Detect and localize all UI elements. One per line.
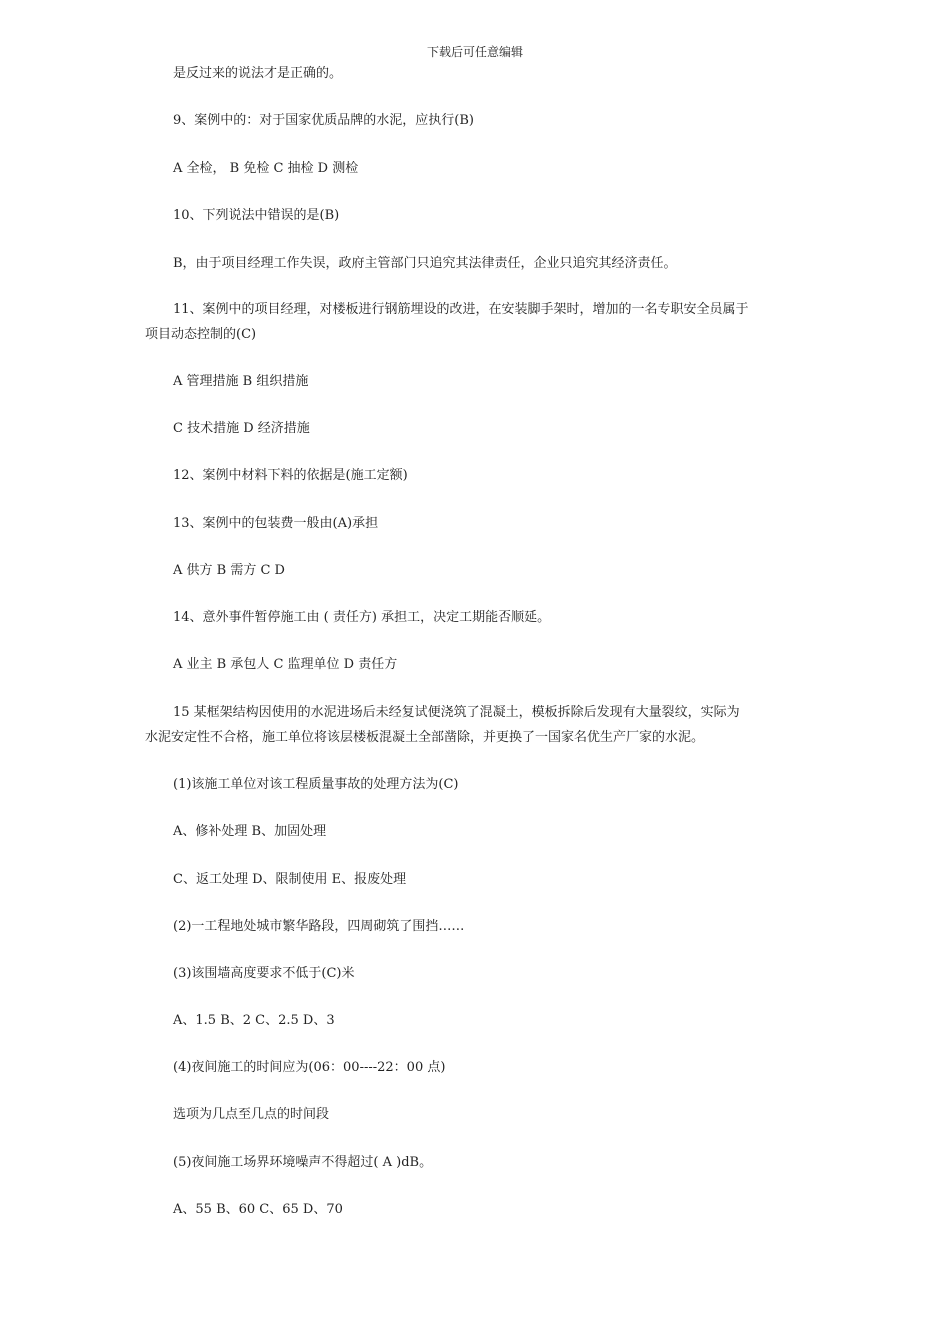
sub-question-3: (3)该围墙高度要求不低于(C)米 bbox=[173, 966, 355, 981]
question-13: 13、案例中的包装费一般由(A)承担 bbox=[173, 516, 379, 531]
question-11-options-cd: C 技术措施 D 经济措施 bbox=[173, 421, 310, 436]
question-11-cont: 项目动态控制的(C) bbox=[145, 327, 257, 342]
question-14-options: A 业主 B 承包人 C 监理单位 D 责任方 bbox=[173, 657, 398, 672]
question-13-options: A 供方 B 需方 C D bbox=[173, 563, 285, 578]
sub-question-5-options: A、55 B、60 C、65 D、70 bbox=[173, 1202, 343, 1217]
text-line-1: 是反过来的说法才是正确的。 bbox=[173, 66, 343, 81]
sub-question-1-options-ab: A、修补处理 B、加固处理 bbox=[173, 824, 327, 839]
question-10: 10、下列说法中错误的是(B) bbox=[173, 208, 340, 223]
question-9: 9、案例中的：对于国家优质品牌的水泥，应执行(B) bbox=[173, 113, 474, 128]
question-10-answer: B，由于项目经理工作失误，政府主管部门只追究其法律责任，企业只追究其经济责任。 bbox=[173, 256, 677, 271]
page-header: 下载后可任意编辑 bbox=[426, 45, 523, 59]
sub-question-2: (2)一工程地处城市繁华路段，四周砌筑了围挡…… bbox=[173, 919, 465, 934]
sub-question-4-note: 选项为几点至几点的时间段 bbox=[173, 1107, 330, 1122]
question-15: 15 某框架结构因使用的水泥进场后未经复试便浇筑了混凝土，模板拆除后发现有大量裂纹，实际为 bbox=[173, 705, 740, 720]
question-12: 12、案例中材料下料的依据是(施工定额) bbox=[173, 468, 408, 483]
question-15-cont: 水泥安定性不合格，施工单位将该层楼板混凝土全部凿除，并更换了一国家名优生产厂家的水泥。 bbox=[145, 730, 705, 745]
question-9-options: A 全检， B 免检 C 抽检 D 测检 bbox=[173, 161, 359, 176]
sub-question-3-options: A、1.5 B、2 C、2.5 D、3 bbox=[173, 1013, 335, 1028]
sub-question-1: (1)该施工单位对该工程质量事故的处理方法为(C) bbox=[173, 777, 459, 792]
sub-question-4: (4)夜间施工的时间应为(06：00----22：00 点) bbox=[173, 1060, 446, 1075]
question-11-options-ab: A 管理措施 B 组织措施 bbox=[173, 374, 309, 389]
sub-question-1-options-cde: C、返工处理 D、限制使用 E、报废处理 bbox=[173, 872, 407, 887]
question-11: 11、案例中的项目经理，对楼板进行钢筋埋设的改进，在安装脚手架时，增加的一名专职安全员属于 bbox=[173, 302, 749, 317]
sub-question-5: (5)夜间施工场界环境噪声不得超过( A )dB。 bbox=[173, 1155, 433, 1170]
question-14: 14、意外事件暂停施工由 ( 责任方) 承担工，决定工期能否顺延。 bbox=[173, 610, 551, 625]
